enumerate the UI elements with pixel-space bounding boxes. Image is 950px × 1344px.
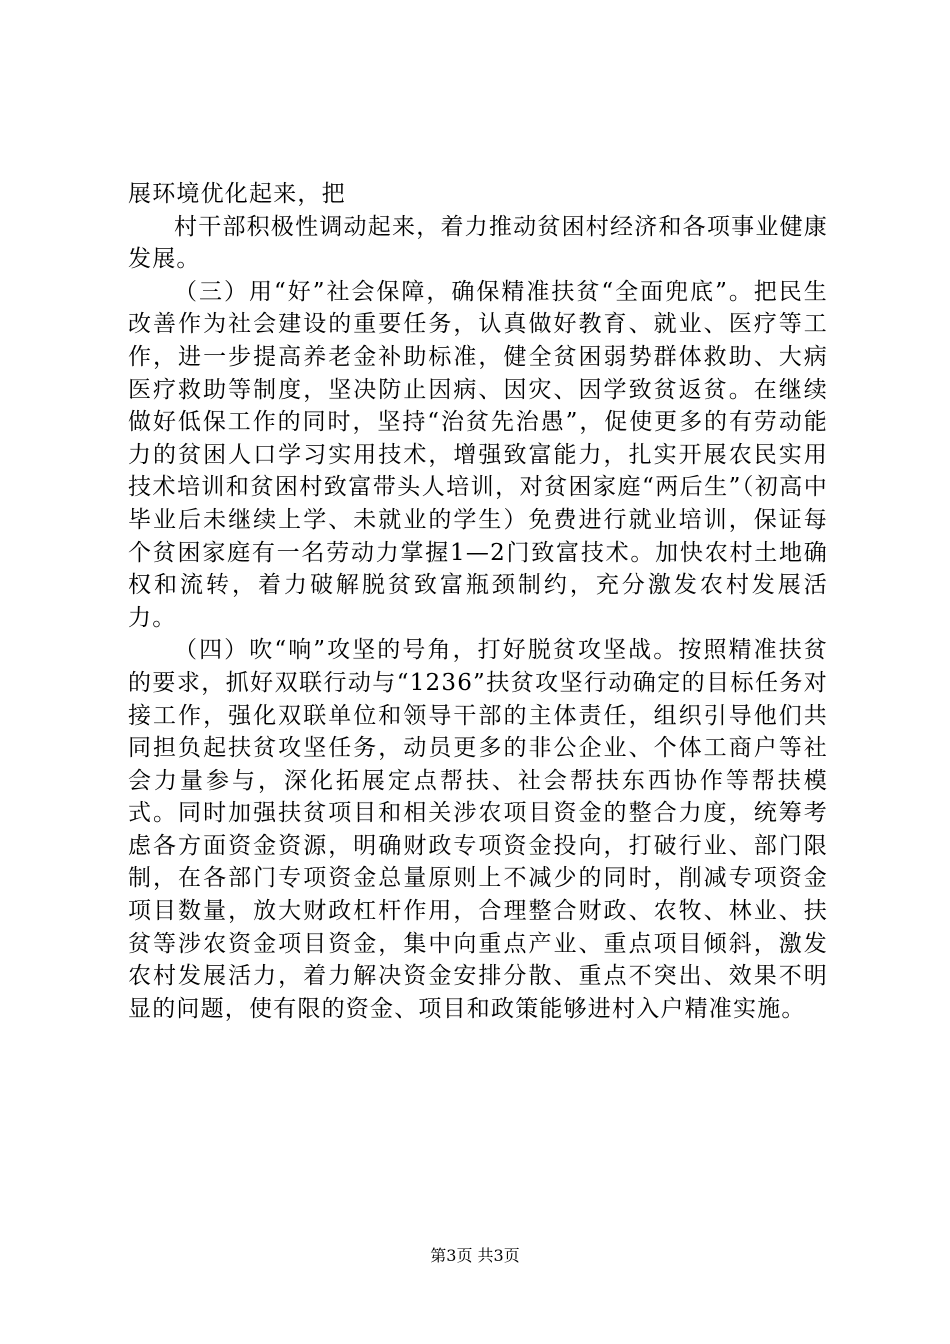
paragraph-continuation: 展环境优化起来，把 [128, 181, 346, 207]
page-number-label: 第3页 共3页 [430, 1246, 520, 1265]
paragraph-social-security: （三）用“好”社会保障，确保精准扶贫“全面兜底”。把民生改善作为社会建设的重要任务，认真做好教育、就业、医疗等工作，进一步提高养老金补助标准，健全贫困弱势群体救助、大病医疗救助等制度，坚决防止因病、因灾、因学致贫返贫。在继续做好低保工作的同时，坚持“治贫先治愚”，促使更多的有劳动能力的贫困人口学习实用技术，增强致富能力，扎实开展农民实用技术培训和贫困村致富带头人培训，对贫困家庭“两后生”（初高中毕业后未继续上学、未就业的学生）免费进行就业培训，保证每个贫困家庭有一名劳动力掌握1—2门致富技术。加快农村土地确权和流转，着力破解脱贫致富瓶颈制约，充分激发农村发展活力。 [128, 278, 828, 631]
page-footer [0, 1246, 950, 1266]
paragraph-poverty-battle: （四）吹“响”攻坚的号角，打好脱贫攻坚战。按照精准扶贫的要求，抓好双联行动与“1236”扶贫攻坚行动确定的目标任务对接工作，强化双联单位和领导干部的主体责任，组织引导他们共同担负起扶贫攻坚任务，动员更多的非公企业、个体工商户等社会力量参与，深化拓展定点帮扶、社会帮扶东西协作等帮扶模式。同时加强扶贫项目和相关涉农项目资金的整合力度，统筹考虑各方面资金资源，明确财政专项资金投向，打破行业、部门限制，在各部门专项资金总量原则上不减少的同时，削减专项资金项目数量，放大财政杠杆作用，合理整合财政、农牧、林业、扶贫等涉农资金项目资金，集中向重点产业、重点项目倾斜，激发农村发展活力，着力解决资金安排分散、重点不突出、效果不明显的问题，使有限的资金、项目和政策能够进村入户精准实施。 [128, 637, 828, 1022]
paragraph-village-cadres: 村干部积极性调动起来，着力推动贫困村经济和各项事业健康发展。 [128, 213, 828, 273]
document-body [128, 178, 828, 1025]
